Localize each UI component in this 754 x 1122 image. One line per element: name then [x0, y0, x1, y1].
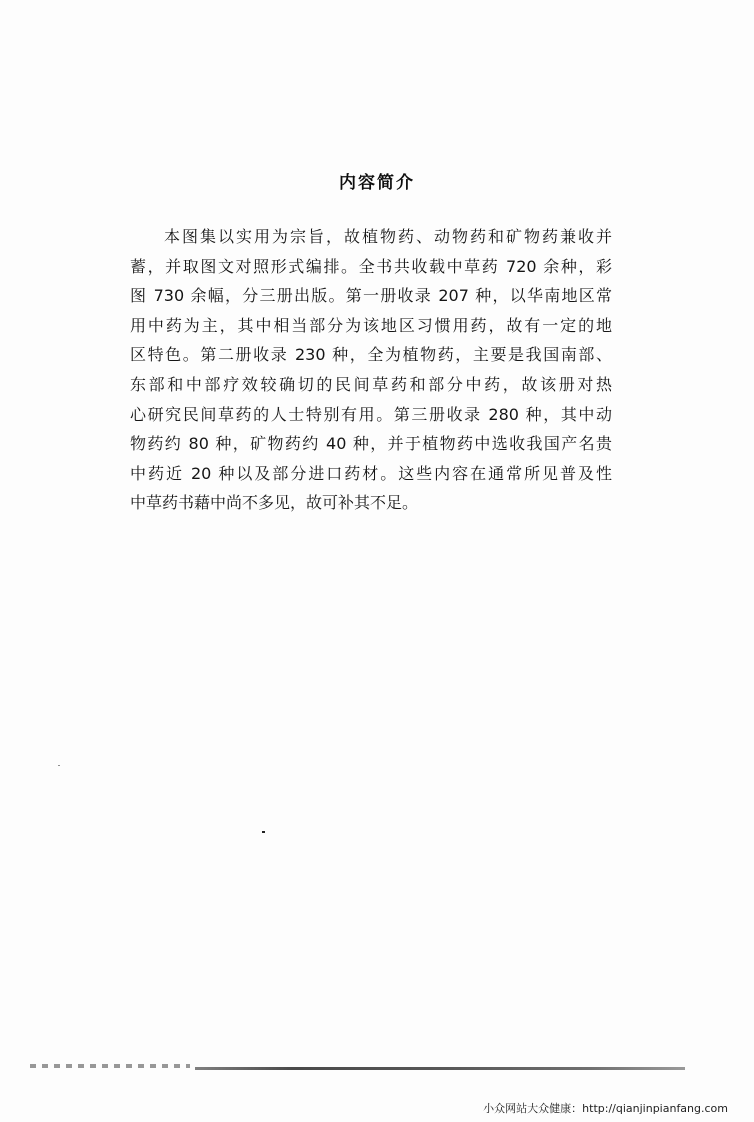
paragraph-line: 心研究民间草药的人士特别有用。第三册收录 280 种，其中动 — [130, 404, 612, 424]
watermark-footer: 小众网站大众健康：http://qianjinpianfang.com — [483, 1102, 728, 1115]
paragraph-line: 中草药书藉中尚不多见，故可补其不足。 — [130, 493, 419, 513]
paragraph-line: 用中药为主，其中相当部分为该地区习惯用药，故有一定的地 — [130, 315, 612, 335]
scan-edge-dashes — [30, 1064, 190, 1068]
paragraph-line: 蓄，并取图文对照形式编排。全书共收载中草药 720 余种，彩 — [130, 256, 612, 276]
introduction-paragraph — [130, 222, 612, 518]
paragraph-line: 区特色。第二册收录 230 种，全为植物药，主要是我国南部、 — [130, 345, 612, 365]
paragraph-line: 图 730 余幅，分三册出版。第一册收录 207 种，以华南地区常 — [130, 286, 612, 306]
paragraph-line: 物药约 80 种，矿物药约 40 种，并于植物药中选收我国产名贵 — [130, 434, 612, 454]
page-title: 内容简介 — [339, 173, 415, 193]
paragraph-line: 东部和中部疗效较确切的民间草药和部分中药，故该册对热 — [130, 374, 612, 394]
scan-edge-line — [195, 1067, 685, 1070]
paragraph-line: 本图集以实用为宗旨，故植物药、动物药和矿物药兼收并 — [164, 227, 612, 246]
scan-speck — [58, 765, 60, 766]
paragraph-line: 中药近 20 种以及部分进口药材。这些内容在通常所见普及性 — [130, 463, 612, 483]
scan-speck — [262, 831, 265, 833]
